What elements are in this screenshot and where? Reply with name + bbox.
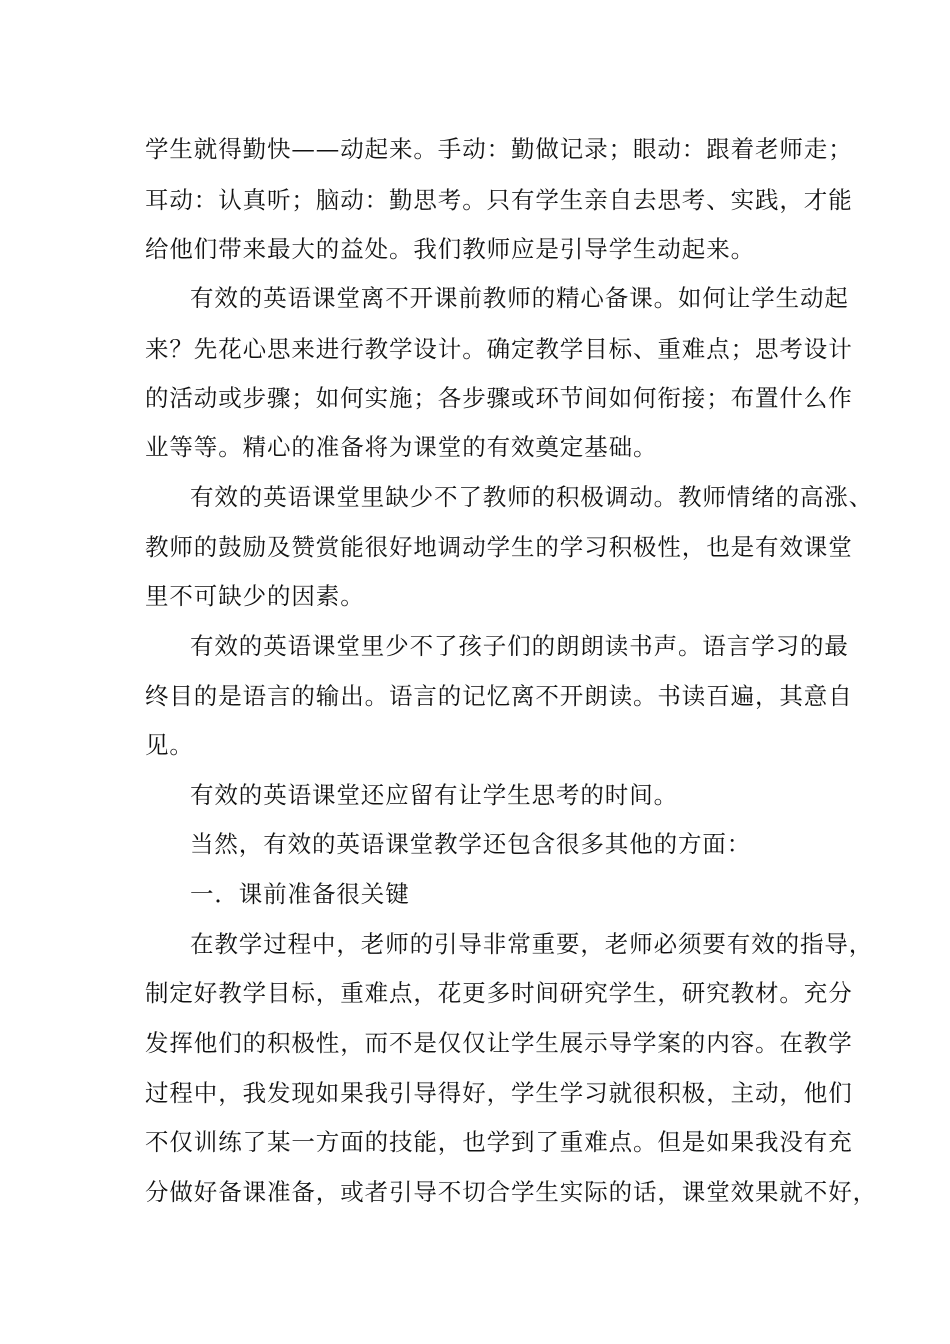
text-line: 制定好教学目标，重难点，花更多时间研究学生，研究教材。充分 — [145, 979, 853, 1007]
text-line: 里不可缺少的因素。 — [145, 582, 365, 610]
text-line: 来？先花心思来进行教学设计。确定教学目标、重难点；思考设计 — [145, 335, 853, 363]
paragraph-start-line: 在教学过程中，老师的引导非常重要，老师必须要有效的指导， — [190, 930, 874, 958]
text-line: 不仅训练了某一方面的技能，也学到了重难点。但是如果我没有充 — [145, 1128, 853, 1156]
text-line: 的活动或步骤；如何实施；各步骤或环节间如何衔接；布置什么作 — [145, 384, 853, 412]
text-line: 终目的是语言的输出。语言的记忆离不开朗读。书读百遍，其意自 — [145, 682, 853, 710]
section-heading: 一．课前准备很关键 — [190, 880, 410, 908]
text-line: 给他们带来最大的益处。我们教师应是引导学生动起来。 — [145, 235, 755, 263]
paragraph-start-line: 有效的英语课堂里少不了孩子们的朗朗读书声。语言学习的最 — [190, 632, 849, 660]
text-line: 见。 — [145, 731, 194, 759]
text-line: 过程中，我发现如果我引导得好，学生学习就很积极，主动，他们 — [145, 1079, 853, 1107]
text-line: 耳动：认真听；脑动：勤思考。只有学生亲自去思考、实践，才能 — [145, 186, 853, 214]
paragraph-start-line: 有效的英语课堂离不开课前教师的精心备课。如何让学生动起 — [190, 284, 849, 312]
text-line: 教师的鼓励及赞赏能很好地调动学生的学习积极性，也是有效课堂 — [145, 533, 853, 561]
text-line: 分做好备课准备，或者引导不切合学生实际的话，课堂效果就不好， — [145, 1178, 877, 1206]
text-line: 发挥他们的积极性，而不是仅仅让学生展示导学案的内容。在教学 — [145, 1029, 853, 1057]
paragraph-start-line: 有效的英语课堂里缺少不了教师的积极调动。教师情绪的高涨、 — [190, 483, 874, 511]
paragraph-start-line: 当然，有效的英语课堂教学还包含很多其他的方面： — [190, 830, 752, 858]
text-line: 业等等。精心的准备将为课堂的有效奠定基础。 — [145, 433, 658, 461]
text-line: 学生就得勤快——动起来。手动：勤做记录；眼动：跟着老师走； — [145, 135, 853, 163]
paragraph-start-line: 有效的英语课堂还应留有让学生思考的时间。 — [190, 781, 678, 809]
